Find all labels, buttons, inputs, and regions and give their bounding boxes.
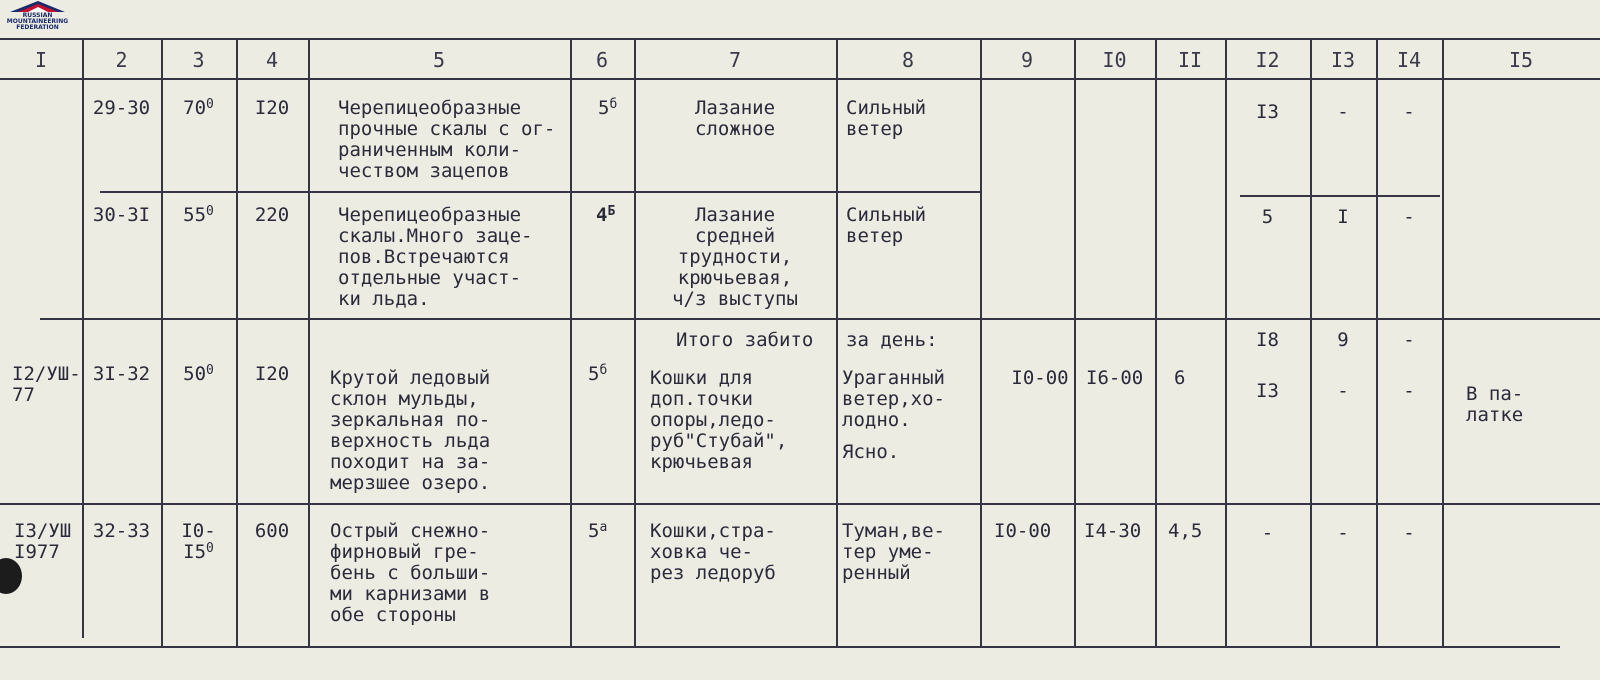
header-col-8: 8 [901, 48, 915, 72]
col-divider [836, 38, 838, 648]
cell-steepness: I0- $I5^0$ [181, 520, 216, 563]
cell-relief: Черепицеобразные прочные скалы с ог- раниченным коли- чеством зацепов [338, 97, 556, 182]
col-divider [1155, 38, 1157, 648]
cell-length: 220 [254, 204, 290, 226]
cell-weather-sky: Ясно. [842, 441, 900, 463]
header-col-3: 3 [192, 48, 205, 72]
cell-rock-pitons: 5 [1261, 206, 1274, 228]
cell-relief: Крутой ледовый склон мульды, зеркальная по- верхность льда походит на за- мерзшее озеро. [330, 367, 491, 494]
cell-end-time: I6-00 [1086, 367, 1144, 389]
cell-difficulty: $4^Б$ [596, 204, 616, 226]
cell-technique: Кошки,стра- ховка че- рез ледоруб [650, 520, 776, 584]
cell-bivouac: В па- латке [1466, 383, 1524, 426]
table-bottom-border [0, 646, 1560, 648]
cell-relief: Острый снежно- фирновый гре- бень с больши- ми карнизами в обе стороны [330, 520, 491, 626]
header-col-1: I [34, 48, 48, 72]
cell-bolts: - [1403, 101, 1415, 123]
header-col-15: I5 [1508, 48, 1534, 72]
header-col-9: 9 [1020, 48, 1034, 72]
cell-weather: Сильный ветер [846, 97, 927, 140]
header-col-13: I3 [1330, 48, 1356, 72]
cell-start-time: I0-00 [1011, 367, 1069, 389]
cell-relief: Черепицеобразные скалы.Много заце- пов.Встречаются отдельные участ- ки льда. [338, 204, 533, 310]
cell-length: I20 [254, 97, 290, 119]
cell-ice-pitons: - [1337, 380, 1349, 402]
col-divider [1074, 38, 1076, 648]
totals-label-cont: за день: [846, 329, 938, 351]
header-col-4: 4 [265, 48, 279, 72]
col-divider [570, 38, 572, 648]
logo-text-line3: FEDERATION [16, 24, 59, 31]
col-divider [82, 38, 84, 638]
cell-date: I3/УШ I977 [14, 520, 72, 563]
row-separator [40, 318, 1600, 320]
header-col-6: 6 [595, 48, 609, 72]
cell-section: 3I-32 [92, 363, 151, 385]
cell-difficulty: $5^б$ [588, 363, 608, 385]
header-col-5: 5 [432, 48, 446, 72]
cell-length: I20 [254, 363, 290, 385]
header-col-2: 2 [115, 48, 128, 72]
header-col-12: I2 [1255, 48, 1280, 72]
rmf-logo [0, 0, 75, 34]
cell-hours: 4,5 [1168, 520, 1203, 542]
cell-ice-pitons: - [1337, 522, 1349, 544]
cell-end-time: I4-30 [1084, 520, 1142, 542]
cell-start-time: I0-00 [994, 520, 1052, 542]
cell-technique: Лазание сложное [694, 97, 776, 140]
totals-ice-pitons: 9 [1337, 329, 1349, 351]
col-divider [236, 38, 238, 648]
cell-bolts: - [1403, 380, 1415, 402]
cell-ice-pitons: - [1337, 101, 1349, 123]
header-col-10: I0 [1102, 48, 1127, 72]
cell-rock-pitons: I3 [1256, 380, 1279, 402]
cell-weather: Сильный ветер [846, 204, 927, 247]
cell-date: I2/УШ- 77 [12, 363, 81, 406]
cell-bolts: - [1403, 206, 1415, 228]
cell-section: 30-3I [92, 204, 151, 226]
cell-rock-pitons: I3 [1256, 101, 1279, 123]
totals-label: Итого забито [676, 329, 814, 351]
cell-length: 600 [254, 520, 290, 542]
cell-steepness: $55^0$ [183, 204, 214, 226]
cell-steepness: $50^0$ [183, 363, 214, 385]
cell-technique: Лазание средней трудности, крючьевая, ч/з выступы [672, 204, 798, 310]
cell-difficulty: $5^б$ [598, 97, 618, 119]
col-divider [980, 38, 982, 648]
cell-ice-pitons: I [1337, 206, 1349, 228]
cell-technique: Кошки для доп.точки опоры,ледо- руб"Стубай", крючьевая [650, 367, 788, 473]
totals-bolts: - [1403, 329, 1415, 351]
cell-section: 29-30 [92, 97, 151, 119]
col-divider [308, 38, 310, 648]
totals-rock-pitons: I8 [1256, 329, 1279, 351]
mountain-logo-icon [10, 0, 65, 12]
cell-section: 32-33 [92, 520, 151, 542]
col-divider [1442, 38, 1444, 648]
row-separator [0, 503, 1600, 505]
cell-weather: Туман,ве- тер уме- ренный [842, 520, 945, 584]
header-separator [0, 78, 1600, 80]
header-col-14: I4 [1396, 48, 1422, 72]
cell-steepness: $70^0$ [183, 97, 214, 119]
cell-hours: 6 [1174, 367, 1186, 389]
cell-bolts: - [1403, 522, 1415, 544]
cell-weather: Ураганный ветер,хо- лодно. [842, 367, 945, 431]
header-col-11: II [1177, 48, 1203, 72]
logo-text-line2: MOUNTAINEERING [6, 18, 69, 25]
row-separator [1240, 195, 1440, 197]
cell-rock-pitons: - [1261, 522, 1274, 544]
logo-text-line1: RUSSIAN [22, 12, 53, 19]
table-top-border [0, 38, 1600, 40]
row-separator [100, 191, 980, 193]
cell-difficulty: $5^а$ [588, 520, 608, 542]
header-col-7: 7 [728, 48, 742, 72]
ink-stain [0, 558, 22, 594]
